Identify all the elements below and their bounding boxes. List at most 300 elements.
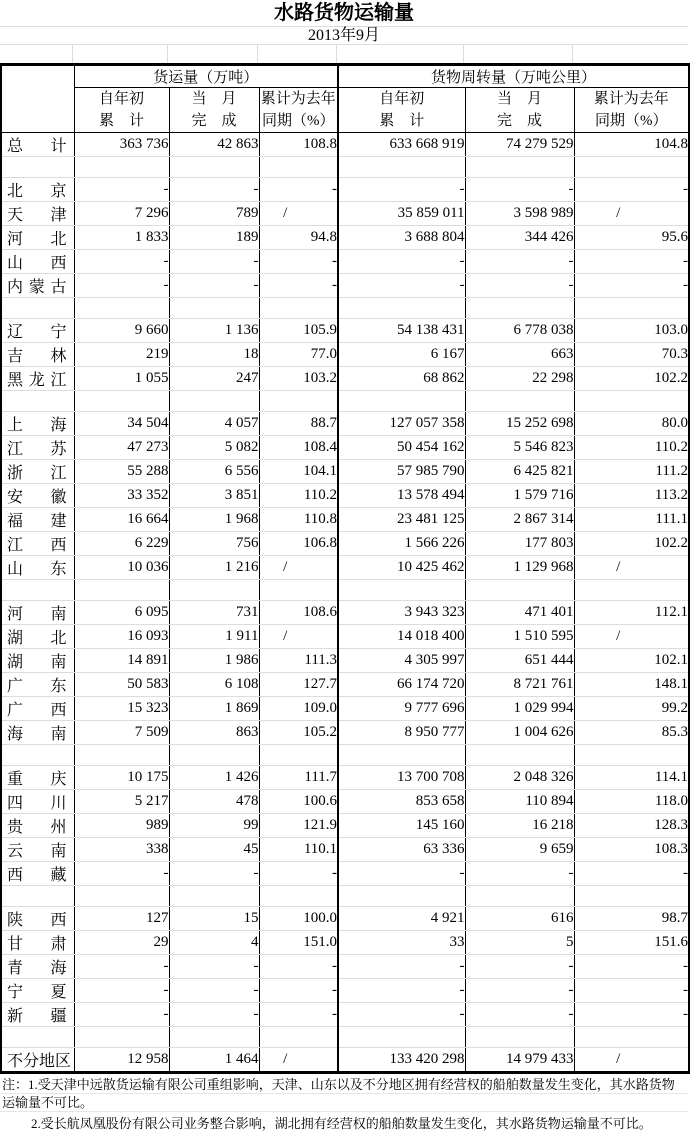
- row-label: 福建: [1, 508, 74, 532]
- spacer-cell: [1, 157, 74, 178]
- spacer-cell: [465, 1027, 574, 1048]
- spacer-cell: [169, 391, 259, 412]
- spacer-cell: [74, 391, 169, 412]
- data-cell: 45: [169, 838, 259, 862]
- data-cell: 3 851: [169, 484, 259, 508]
- data-cell: 105.2: [259, 721, 338, 745]
- row-label: 西藏: [1, 862, 74, 886]
- column-header-month-completed: 当 月 完 成: [169, 88, 259, 133]
- data-cell: 616: [465, 907, 574, 931]
- spacer-cell: [574, 391, 689, 412]
- spacer-cell: [574, 298, 689, 319]
- spacer-cell: [338, 1027, 465, 1048]
- data-cell: 80.0: [574, 412, 689, 436]
- data-cell: -: [465, 1003, 574, 1027]
- table-row: [1, 484, 689, 508]
- spacer-cell: [74, 157, 169, 178]
- spacer-cell: [259, 391, 338, 412]
- data-cell: 33: [338, 931, 465, 955]
- data-cell: 1 129 968: [465, 556, 574, 580]
- data-cell: 118.0: [574, 790, 689, 814]
- table-row: [1, 955, 689, 979]
- spacer-cell: [574, 745, 689, 766]
- spacer-cell: [1, 886, 74, 907]
- data-cell: -: [338, 250, 465, 274]
- row-label: 云南: [1, 838, 74, 862]
- spacer-cell: [74, 745, 169, 766]
- spacer-row: [1, 157, 689, 178]
- table-row: [1, 838, 689, 862]
- row-label: 河北: [1, 226, 74, 250]
- data-cell: 16 093: [74, 625, 169, 649]
- data-cell: 18: [169, 343, 259, 367]
- table-row: [1, 766, 689, 790]
- data-cell: 6 778 038: [465, 319, 574, 343]
- column-header-ytd-cumulative: 自年初 累 计: [74, 88, 169, 133]
- data-cell: 148.1: [574, 673, 689, 697]
- spacer-cell: [465, 745, 574, 766]
- data-cell: /: [259, 625, 338, 649]
- table-row: [1, 649, 689, 673]
- data-cell: 127 057 358: [338, 412, 465, 436]
- table-row: [1, 178, 689, 202]
- data-cell: 103.0: [574, 319, 689, 343]
- spacer-cell: [259, 580, 338, 601]
- data-cell: 731: [169, 601, 259, 625]
- data-cell: 133 420 298: [338, 1048, 465, 1073]
- data-cell: 344 426: [465, 226, 574, 250]
- data-cell: 111.2: [574, 460, 689, 484]
- data-cell: -: [169, 1003, 259, 1027]
- data-cell: 8 950 777: [338, 721, 465, 745]
- row-label: 新疆: [1, 1003, 74, 1027]
- data-cell: 5 082: [169, 436, 259, 460]
- row-label: 陕西: [1, 907, 74, 931]
- spacer-row: [1, 745, 689, 766]
- data-cell: -: [338, 979, 465, 1003]
- table-body: [1, 133, 689, 1073]
- data-cell: -: [259, 955, 338, 979]
- data-cell: -: [259, 1003, 338, 1027]
- data-cell: 247: [169, 367, 259, 391]
- data-cell: -: [338, 274, 465, 298]
- data-cell: -: [465, 178, 574, 202]
- spacer-cell: [465, 157, 574, 178]
- data-cell: 113.2: [574, 484, 689, 508]
- data-cell: -: [574, 862, 689, 886]
- data-cell: -: [74, 979, 169, 1003]
- spacer-cell: [1, 745, 74, 766]
- data-cell: 4 057: [169, 412, 259, 436]
- data-cell: 15 323: [74, 697, 169, 721]
- data-cell: -: [74, 1003, 169, 1027]
- table-row: [1, 601, 689, 625]
- data-cell: 85.3: [574, 721, 689, 745]
- spacer-cell: [1, 391, 74, 412]
- data-cell: 5 546 823: [465, 436, 574, 460]
- spacer-cell: [338, 391, 465, 412]
- data-cell: 106.8: [259, 532, 338, 556]
- spacer-cell: [259, 745, 338, 766]
- table-row: [1, 319, 689, 343]
- row-label: 湖南: [1, 649, 74, 673]
- data-cell: 103.2: [259, 367, 338, 391]
- data-cell: 108.8: [259, 133, 338, 157]
- data-cell: -: [338, 178, 465, 202]
- spacer-cell: [338, 580, 465, 601]
- table-row: [1, 625, 689, 649]
- data-cell: 338: [74, 838, 169, 862]
- spacer-cell: [169, 298, 259, 319]
- row-label: 北京: [1, 178, 74, 202]
- row-label: 甘肃: [1, 931, 74, 955]
- data-cell: 1 510 595: [465, 625, 574, 649]
- row-label: 浙江: [1, 460, 74, 484]
- data-cell: 15: [169, 907, 259, 931]
- row-label: 内蒙古: [1, 274, 74, 298]
- data-cell: 54 138 431: [338, 319, 465, 343]
- spacer-cell: [573, 45, 687, 63]
- data-cell: 13 578 494: [338, 484, 465, 508]
- data-cell: 10 425 462: [338, 556, 465, 580]
- data-cell: 104.1: [259, 460, 338, 484]
- data-cell: 66 174 720: [338, 673, 465, 697]
- row-label: 青海: [1, 955, 74, 979]
- data-cell: 471 401: [465, 601, 574, 625]
- data-cell: 50 454 162: [338, 436, 465, 460]
- spacer-cell: [73, 45, 168, 63]
- data-cell: 104.8: [574, 133, 689, 157]
- data-cell: -: [169, 274, 259, 298]
- data-cell: 6 425 821: [465, 460, 574, 484]
- row-label: 重庆: [1, 766, 74, 790]
- data-cell: -: [465, 274, 574, 298]
- spacer-cell: [574, 157, 689, 178]
- row-label: 贵州: [1, 814, 74, 838]
- spacer-cell: [464, 45, 573, 63]
- data-cell: 189: [169, 226, 259, 250]
- data-cell: 1 464: [169, 1048, 259, 1073]
- report-period: 2013年9月: [0, 27, 688, 45]
- data-cell: 100.6: [259, 790, 338, 814]
- spacer-cell: [338, 745, 465, 766]
- data-cell: /: [616, 1051, 621, 1067]
- data-cell: 9 777 696: [338, 697, 465, 721]
- data-cell: 29: [74, 931, 169, 955]
- table-row: [1, 133, 689, 157]
- data-cell: /: [259, 556, 338, 580]
- spacer-cell: [1, 580, 74, 601]
- table-row: [1, 274, 689, 298]
- data-cell: 7 509: [74, 721, 169, 745]
- data-cell: -: [574, 250, 689, 274]
- data-cell: 145 160: [338, 814, 465, 838]
- data-table: [0, 63, 690, 1074]
- data-cell: 1 968: [169, 508, 259, 532]
- data-cell: -: [74, 178, 169, 202]
- table-row: [1, 931, 689, 955]
- data-cell: 10 175: [74, 766, 169, 790]
- data-cell: 863: [169, 721, 259, 745]
- row-label: 江苏: [1, 436, 74, 460]
- data-cell: 110.8: [259, 508, 338, 532]
- data-cell: 127: [74, 907, 169, 931]
- data-cell: 108.3: [574, 838, 689, 862]
- data-cell: 35 859 011: [338, 202, 465, 226]
- data-cell: 6 167: [338, 343, 465, 367]
- spacer-cell: [574, 886, 689, 907]
- table-row: [1, 412, 689, 436]
- data-cell: 651 444: [465, 649, 574, 673]
- spacer-cell: [74, 298, 169, 319]
- data-cell: 99.2: [574, 697, 689, 721]
- data-cell: 14 979 433: [465, 1048, 574, 1073]
- table-row: [1, 367, 689, 391]
- table-row: [1, 202, 689, 226]
- data-cell: 4: [169, 931, 259, 955]
- data-cell: 1 055: [74, 367, 169, 391]
- data-cell: 33 352: [74, 484, 169, 508]
- spacer-cell: [259, 1027, 338, 1048]
- data-cell: -: [465, 862, 574, 886]
- data-cell: 3 943 323: [338, 601, 465, 625]
- data-cell: 108.4: [259, 436, 338, 460]
- data-cell: 110.2: [259, 484, 338, 508]
- data-cell: 95.6: [574, 226, 689, 250]
- data-cell: 70.3: [574, 343, 689, 367]
- data-cell: 7 296: [74, 202, 169, 226]
- table-row: [1, 556, 689, 580]
- data-cell: 1 426: [169, 766, 259, 790]
- row-label: 宁夏: [1, 979, 74, 1003]
- data-cell: 219: [74, 343, 169, 367]
- footnotes: [0, 1074, 688, 1132]
- row-label: 四川: [1, 790, 74, 814]
- table-row: [1, 697, 689, 721]
- table-row: [1, 436, 689, 460]
- spacer-cell: [1, 1027, 74, 1048]
- data-cell: 663: [465, 343, 574, 367]
- data-cell: 1 004 626: [465, 721, 574, 745]
- data-cell: 1 566 226: [338, 532, 465, 556]
- row-label: 江西: [1, 532, 74, 556]
- data-cell: 111.7: [259, 766, 338, 790]
- row-label: 吉林: [1, 343, 74, 367]
- data-cell: /: [574, 202, 689, 226]
- table-header: [1, 65, 689, 133]
- spacer-cell: [574, 1027, 689, 1048]
- spacer-cell: [169, 1027, 259, 1048]
- data-cell: 47 273: [74, 436, 169, 460]
- table-row: [1, 1003, 689, 1027]
- data-cell: 10 036: [74, 556, 169, 580]
- data-cell: /: [574, 556, 689, 580]
- data-cell: 6 229: [74, 532, 169, 556]
- row-label: 广东: [1, 673, 74, 697]
- data-cell: 42 863: [169, 133, 259, 157]
- data-cell: 1 986: [169, 649, 259, 673]
- spacer-row: [1, 298, 689, 319]
- data-cell: 9 659: [465, 838, 574, 862]
- column-header-month-completed: 当 月 完 成: [465, 88, 574, 133]
- sub-header-row: [1, 88, 689, 133]
- table-row: [1, 907, 689, 931]
- data-cell: 57 985 790: [338, 460, 465, 484]
- row-label: 天津: [1, 202, 74, 226]
- spacer-cell: [259, 298, 338, 319]
- data-cell: 12 958: [74, 1048, 169, 1073]
- data-cell: -: [259, 250, 338, 274]
- data-cell: 110 894: [465, 790, 574, 814]
- data-cell: 5: [465, 931, 574, 955]
- data-cell: 989: [74, 814, 169, 838]
- data-cell: -: [259, 178, 338, 202]
- spacer-cell: [74, 1027, 169, 1048]
- data-cell: -: [574, 955, 689, 979]
- data-cell: 100.0: [259, 907, 338, 931]
- data-cell: -: [465, 250, 574, 274]
- data-cell: 74 279 529: [465, 133, 574, 157]
- spacer-cell: [74, 580, 169, 601]
- spacer-cell: [338, 157, 465, 178]
- data-cell: 102.1: [574, 649, 689, 673]
- data-cell: 9 660: [74, 319, 169, 343]
- note-line: 注：1.受天津中远散货运输有限公司重组影响，天津、山东以及不分地区拥有经营权的船舶数量发生变化，其水路货物: [0, 1076, 688, 1094]
- data-cell: 127.7: [259, 673, 338, 697]
- data-cell: 177 803: [465, 532, 574, 556]
- data-cell: 1 136: [169, 319, 259, 343]
- table-row: [1, 226, 689, 250]
- note-line: 2.受长航凤凰股份有限公司业务整合影响，湖北拥有经营权的船舶数量发生变化，其水路货物运输量不可比。: [31, 1116, 652, 1131]
- data-cell: -: [259, 862, 338, 886]
- data-cell: 112.1: [574, 601, 689, 625]
- table-row: [1, 673, 689, 697]
- data-cell: /: [259, 202, 338, 226]
- spacer-cell: [574, 580, 689, 601]
- spacer-cell: [338, 886, 465, 907]
- grid-spacer-row: [0, 45, 688, 63]
- spacer-cell: [1, 298, 74, 319]
- data-cell: 108.6: [259, 601, 338, 625]
- data-cell: -: [465, 955, 574, 979]
- data-cell: -: [169, 979, 259, 1003]
- data-cell: -: [574, 979, 689, 1003]
- data-cell: 111.3: [259, 649, 338, 673]
- data-cell: 68 862: [338, 367, 465, 391]
- data-cell: /: [259, 1048, 338, 1073]
- data-cell: 77.0: [259, 343, 338, 367]
- data-cell: 1 911: [169, 625, 259, 649]
- table-row: [1, 862, 689, 886]
- row-label: 总计: [1, 133, 74, 157]
- column-header-pct-of-last-year: 累计为去年 同期（%）: [574, 88, 689, 133]
- data-cell: 5 217: [74, 790, 169, 814]
- row-label: 广西: [1, 697, 74, 721]
- data-cell: 363 736: [74, 133, 169, 157]
- data-cell: 478: [169, 790, 259, 814]
- spacer-cell: [0, 45, 73, 63]
- spacer-row: [1, 580, 689, 601]
- table-row: [1, 814, 689, 838]
- spacer-cell: [169, 580, 259, 601]
- row-label: 上海: [1, 412, 74, 436]
- data-cell: 16 664: [74, 508, 169, 532]
- data-cell: -: [74, 274, 169, 298]
- spacer-cell: [169, 886, 259, 907]
- spacer-cell: [465, 298, 574, 319]
- data-cell: 1 869: [169, 697, 259, 721]
- spacer-cell: [337, 45, 464, 63]
- data-cell: 6 108: [169, 673, 259, 697]
- row-label: 安徽: [1, 484, 74, 508]
- data-cell: 1 029 994: [465, 697, 574, 721]
- data-cell: 94.8: [259, 226, 338, 250]
- data-cell: 114.1: [574, 766, 689, 790]
- column-header-ytd-cumulative: 自年初 累 计: [338, 88, 465, 133]
- data-cell: 789: [169, 202, 259, 226]
- column-header-pct-of-last-year: 累计为去年 同期（%）: [259, 88, 338, 133]
- spacer-row: [1, 886, 689, 907]
- data-cell: -: [259, 274, 338, 298]
- spacer-cell: [338, 298, 465, 319]
- row-label: 辽宁: [1, 319, 74, 343]
- table-row: [1, 460, 689, 484]
- data-cell: -: [338, 955, 465, 979]
- data-cell: -: [169, 250, 259, 274]
- spacer-cell: [258, 45, 337, 63]
- table-row: [1, 721, 689, 745]
- data-cell: 8 721 761: [465, 673, 574, 697]
- data-cell: 3 598 989: [465, 202, 574, 226]
- data-cell: 15 252 698: [465, 412, 574, 436]
- data-cell: 853 658: [338, 790, 465, 814]
- table-row: [1, 1048, 689, 1073]
- data-cell: 98.7: [574, 907, 689, 931]
- data-cell: 102.2: [574, 532, 689, 556]
- data-cell: 128.3: [574, 814, 689, 838]
- spacer-row: [1, 391, 689, 412]
- data-cell: -: [74, 955, 169, 979]
- spacer-cell: [465, 391, 574, 412]
- data-cell: 2 048 326: [465, 766, 574, 790]
- data-cell: -: [74, 862, 169, 886]
- data-cell: /: [574, 625, 689, 649]
- spacer-cell: [168, 45, 258, 63]
- data-cell: 6 095: [74, 601, 169, 625]
- data-cell: 55 288: [74, 460, 169, 484]
- spacer-cell: [259, 886, 338, 907]
- data-cell: -: [574, 1003, 689, 1027]
- data-cell: 22 298: [465, 367, 574, 391]
- row-label: 不分地区: [1, 1048, 74, 1073]
- data-cell: 633 668 919: [338, 133, 465, 157]
- data-cell: 102.2: [574, 367, 689, 391]
- data-cell: 14 891: [74, 649, 169, 673]
- page-title: 水路货物运输量: [0, 0, 688, 27]
- data-cell: 105.9: [259, 319, 338, 343]
- data-cell: 14 018 400: [338, 625, 465, 649]
- data-cell: 4 921: [338, 907, 465, 931]
- data-cell: 1 833: [74, 226, 169, 250]
- table-row: [1, 343, 689, 367]
- data-cell: 110.1: [259, 838, 338, 862]
- data-cell: 6 556: [169, 460, 259, 484]
- data-cell: -: [338, 862, 465, 886]
- data-cell: 1 216: [169, 556, 259, 580]
- data-cell: 110.2: [574, 436, 689, 460]
- row-label: 黑龙江: [1, 367, 74, 391]
- data-cell: -: [574, 178, 689, 202]
